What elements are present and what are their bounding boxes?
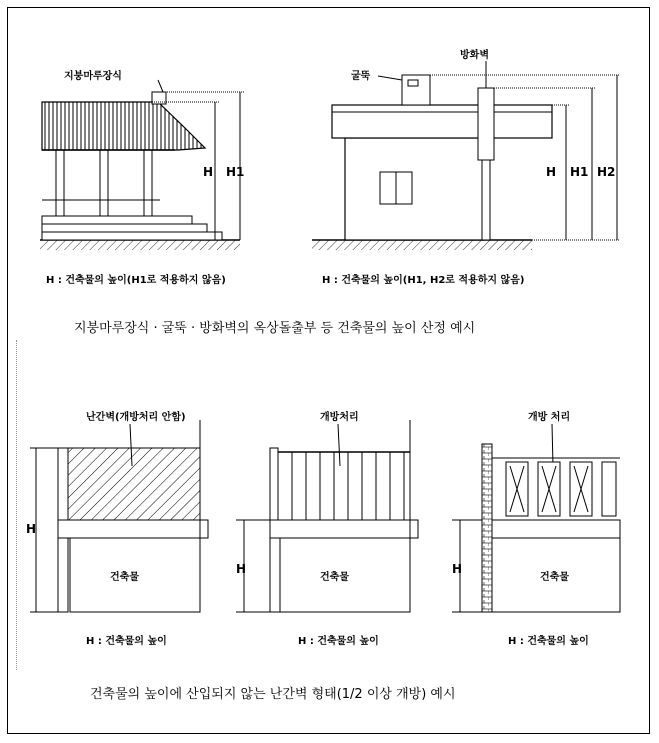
panel-open-blocks [452,410,620,647]
building-roof-slab [332,105,552,138]
panel3-h: H [452,562,463,576]
panel1-h: H [26,522,37,536]
modern-building-diagram [312,48,620,286]
firewall-label: 방화벽 [460,50,489,61]
h-label-right: H [546,165,557,179]
ground-hatch [40,240,240,250]
solid-parapet [58,448,200,520]
panel3-caption: H : 건축물의 높이 [508,636,589,647]
traditional-house-diagram [40,69,245,286]
top-section-caption: 지붕마루장식 · 굴뚝 · 방화벽의 옥상돌출부 등 건축물의 높이 산정 예시 [74,321,476,336]
caption-left: H : 건축물의 높이(H1로 적용하지 않음) [46,275,226,286]
panel2-h: H [236,562,247,576]
caption-right: H : 건축물의 높이(H1, H2로 적용하지 않음) [322,275,525,286]
panel2-building: 건축물 [320,572,349,583]
panel-closed-parapet [26,410,208,647]
firewall [478,88,494,160]
panel1-building: 건축물 [110,572,139,583]
h1-label-left: H1 [226,165,245,179]
building-body [345,138,485,240]
tiled-roof [42,102,205,150]
h-label-left: H [203,165,214,179]
bottom-section-caption: 건축물의 높이에 산입되지 않는 난간벽 형태(1/2 이상 개방) 예시 [90,687,456,702]
chimney-label: 굴뚝 [351,71,371,82]
panel3-building: 건축물 [540,572,569,583]
h1-label-right: H1 [570,165,589,179]
panel3-title: 개방 처리 [528,412,571,423]
panel-open-rail [236,410,418,647]
panel2-caption: H : 건축물의 높이 [298,636,379,647]
brick-column [482,444,492,612]
panel1-title: 난간벽(개방처리 안함) [86,412,186,423]
panel2-title: 개방처리 [320,412,359,423]
panel1-caption: H : 건축물의 높이 [86,636,167,647]
roof-ornament-label: 지붕마루장식 [64,71,122,82]
h2-label-right: H2 [597,165,616,179]
